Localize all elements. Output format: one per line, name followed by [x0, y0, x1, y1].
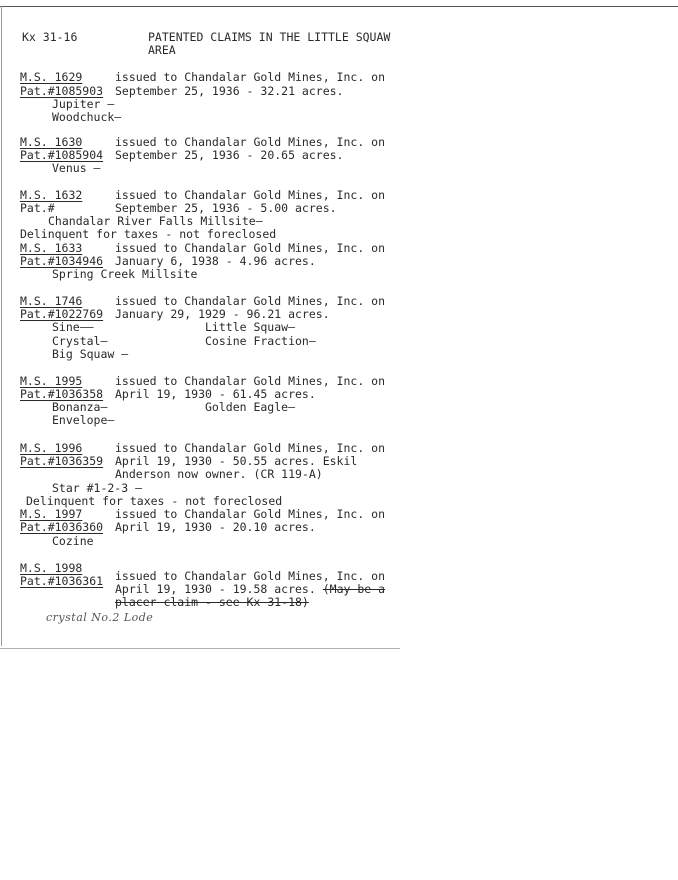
patent-number: Pat.#1036360 [20, 520, 104, 534]
struck-note-cont: placer claim - see Kx 31-18) [115, 595, 309, 609]
claim-name: Star #1-2-3 — [52, 481, 143, 495]
claim-name: Jupiter — [52, 97, 115, 111]
document-title: PATENTED CLAIMS IN THE LITTLE SQUAW [148, 30, 391, 44]
claim-name: Sine—— [52, 320, 94, 334]
mineral-survey-number: M.S. 1632 [20, 188, 83, 202]
issued-text: issued to Chandalar Gold Mines, Inc. on [115, 569, 386, 583]
date-acreage-text: April 19, 1930 - 20.10 acres. [115, 520, 316, 534]
handwritten-annotation: crystal No.2 Lode [46, 611, 154, 624]
claim-name: Golden Eagle— [205, 400, 296, 414]
patent-number: Pat.#1036361 [20, 574, 104, 588]
top-border-line [0, 6, 678, 7]
claim-name: Cosine Fraction— [205, 334, 316, 348]
owner-note: Anderson now owner. (CR 119-A) [115, 467, 323, 481]
patent-number: Pat.#1085904 [20, 148, 104, 162]
tax-status-note: Delinquent for taxes - not foreclosed [26, 494, 283, 508]
issued-text: issued to Chandalar Gold Mines, Inc. on [115, 441, 386, 455]
claim-name: Envelope— [52, 413, 115, 427]
issued-text: issued to Chandalar Gold Mines, Inc. on [115, 241, 386, 255]
mineral-survey-number: M.S. 1630 [20, 135, 83, 149]
mineral-survey-number: M.S. 1995 [20, 374, 83, 388]
claim-name: Spring Creek Millsite [52, 267, 198, 281]
patent-number: Pat.#1022769 [20, 307, 104, 321]
date-acreage-text: September 25, 1936 - 20.65 acres. [115, 148, 344, 162]
bottom-section-line [0, 648, 400, 649]
claim-name: Little Squaw— [205, 320, 296, 334]
mineral-survey-number: M.S. 1998 [20, 561, 83, 575]
date-acreage-text: April 19, 1930 - 50.55 acres. Eskil [115, 454, 358, 468]
issued-text: issued to Chandalar Gold Mines, Inc. on [115, 135, 386, 149]
claim-name: Woodchuck— [52, 110, 122, 124]
left-border-line [1, 6, 2, 646]
claim-name: Chandalar River Falls Millsite— [48, 214, 263, 228]
patent-number: Pat.#1034946 [20, 254, 104, 268]
claim-name: Bonanza— [52, 400, 108, 414]
mineral-survey-number: M.S. 1633 [20, 241, 83, 255]
patent-number: Pat.#1036359 [20, 454, 104, 468]
issued-text: issued to Chandalar Gold Mines, Inc. on [115, 374, 386, 388]
mineral-survey-number: M.S. 1746 [20, 294, 83, 308]
issued-text: issued to Chandalar Gold Mines, Inc. on [115, 507, 386, 521]
date-acreage-text: April 19, 1930 - 19.58 acres. (May be a [115, 582, 386, 596]
mineral-survey-number: M.S. 1629 [20, 70, 83, 84]
mineral-survey-number: M.S. 1996 [20, 441, 83, 455]
issued-text: issued to Chandalar Gold Mines, Inc. on [115, 294, 386, 308]
date-acreage-text: January 6, 1938 - 4.96 acres. [115, 254, 316, 268]
claim-name: Big Squaw — [52, 347, 129, 361]
patent-number: Pat.# [20, 201, 55, 215]
patent-number: Pat.#1036358 [20, 387, 104, 401]
document-title-cont: AREA [148, 43, 176, 57]
issued-text: issued to Chandalar Gold Mines, Inc. on [115, 70, 386, 84]
date-acreage-text: April 19, 1930 - 61.45 acres. [115, 387, 316, 401]
date-acreage-text: January 29, 1929 - 96.21 acres. [115, 307, 330, 321]
claim-name: Crystal— [52, 334, 108, 348]
date-acreage-text: September 25, 1936 - 5.00 acres. [115, 201, 337, 215]
struck-note: (May be a [322, 582, 386, 596]
claim-name: Venus — [52, 161, 101, 175]
claim-name: Cozine [52, 534, 94, 548]
document-code: Kx 31-16 [22, 30, 78, 44]
issued-text: issued to Chandalar Gold Mines, Inc. on [115, 188, 386, 202]
patent-number: Pat.#1085903 [20, 84, 104, 98]
tax-status-note: Delinquent for taxes - not foreclosed [20, 227, 277, 241]
date-acreage-text: September 25, 1936 - 32.21 acres. [115, 84, 344, 98]
mineral-survey-number: M.S. 1997 [20, 507, 83, 521]
